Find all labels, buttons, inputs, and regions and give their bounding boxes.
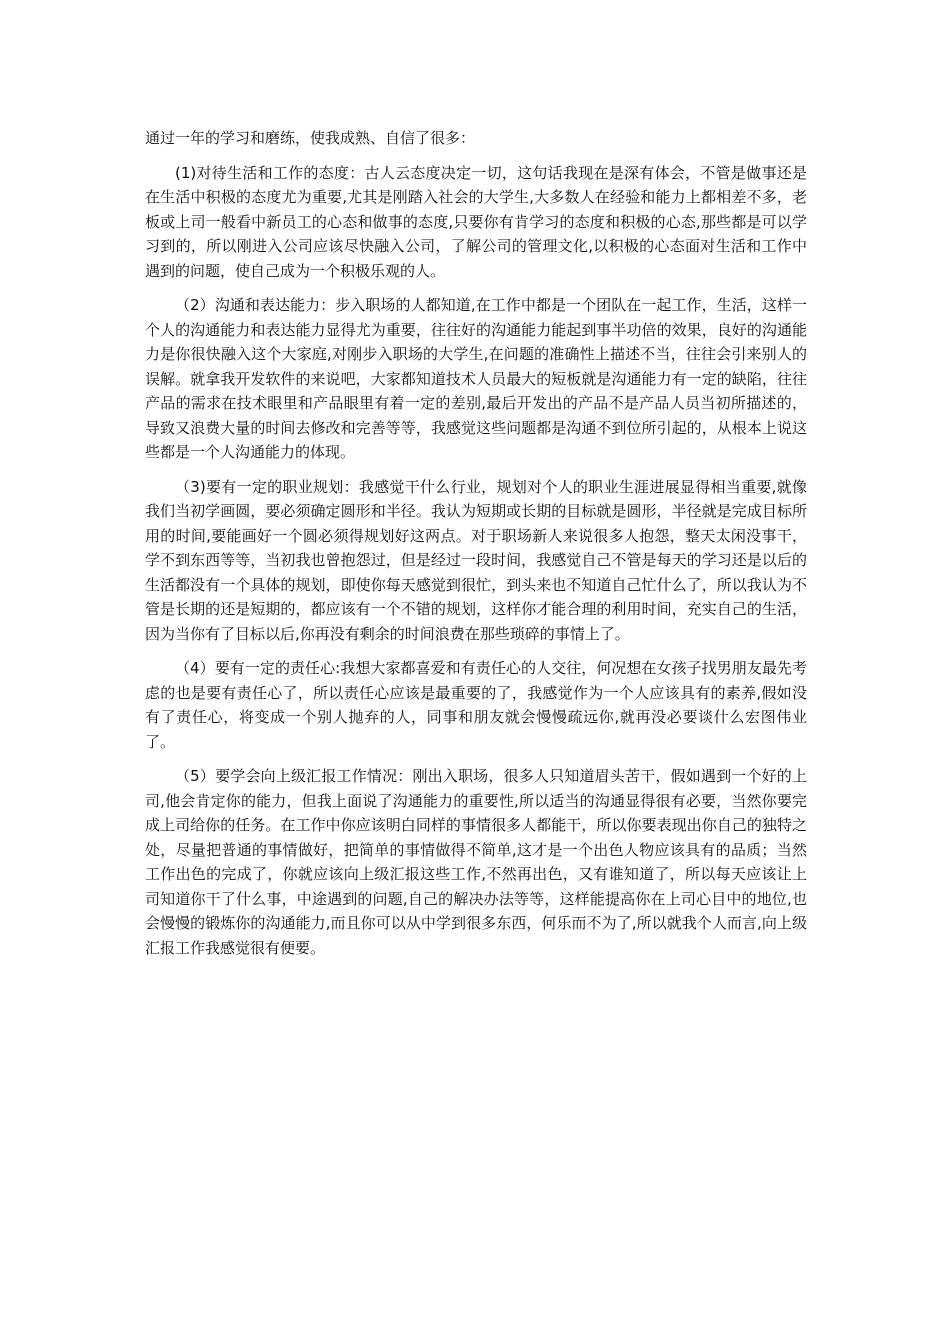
paragraph-career-planning: （3)要有一定的职业规划：我感觉干什么行业，规划对个人的职业生涯进展显得相当重要,就像我们当初学画圆，要必须确定圆形和半径。我认为短期或长期的目标就是圆形，半径就是完成目标所用的时间,要能画好一个圆必须得规划好这两点。对于职场新人来说很多人抱怨，整天太闲没事干，学不到东西等等，当初我也曾抱怨过，但是经过一段时间，我感觉自己不管是每天的学习还是以后的生活都没有一个具体的规划，即使你每天感觉到很忙，到头来也不知道自己忙什么了，所以我认为不管是长期的还是短期的，都应该有一个不错的规划，这样你才能合理的利用时间，充实自己的生活，因为当你有了目标以后,你再没有剩余的时间浪费在那些琐碎的事情上了。	[145, 477, 807, 643]
paragraph-responsibility: （4）要有一定的责任心:我想大家都喜爱和有责任心的人交往，何况想在女孩子找男朋友最先考虑的也是要有责任心了，所以责任心应该是最重要的了，我感觉作为一个人应该具有的素养,假如没有了责任心，将变成一个别人抛弃的人，同事和朋友就会慢慢疏远你,就再没必要谈什么宏图伟业了。	[145, 659, 807, 751]
document-body	[145, 126, 807, 970]
paragraph-reporting: （5）要学会向上级汇报工作情况：刚出入职场，很多人只知道眉头苦干，假如遇到一个好的上司,他会肯定你的能力，但我上面说了沟通能力的重要性,所以适当的沟通显得很有必要，当然你要完成上司给你的任务。在工作中你应该明白同样的事情很多人都能干，所以你要表现出你自己的独特之处，尽量把普通的事情做好，把简单的事情做得不简单,这才是一个出色人物应该具有的品质；当然工作出色的完成了，你就应该向上级汇报这些工作,不然再出色，又有谁知道了，所以每天应该让上司知道你干了什么事，中途遇到的问题,自己的解决办法等等，这样能提高你在上司心目中的地位,也会慢慢的锻炼你的沟通能力,而且你可以从中学到很多东西，何乐而不为了,所以就我个人而言,向上级汇报工作我感觉很有便要。	[145, 767, 807, 957]
intro-line: 通过一年的学习和磨练，使我成熟、自信了很多：	[145, 129, 476, 147]
paragraph-communication: （2）沟通和表达能力：步入职场的人都知道,在工作中都是一个团队在一起工作，生活，这样一个人的沟通能力和表达能力显得尤为重要，往往好的沟通能力能起到事半功倍的效果，良好的沟通能力是你很快融入这个大家庭,对刚步入职场的大学生,在问题的准确性上描述不当，往往会引来别人的误解。就拿我开发软件的来说吧，大家都知道技术人员最大的短板就是沟通能力有一定的缺陷，往往产品的需求在技术眼里和产品眼里有着一定的差别,最后开发出的产品不是产品人员当初所描述的，导致又浪费大量的时间去修改和完善等等，我感觉这些问题都是沟通不到位所引起的，从根本上说这些都是一个人沟通能力的体现。	[145, 296, 807, 461]
paragraph-attitude: (1)对待生活和工作的态度：古人云态度决定一切，这句话我现在是深有体会，不管是做事还是在生活中积极的态度尤为重要,尤其是刚踏入社会的大学生,大多数人在经验和能力上都相差不多，老板或上司一般看中新员工的心态和做事的态度,只要你有肯学习的态度和积极的心态,那些都是可以学习到的，所以刚进入公司应该尽快融入公司，了解公司的管理文化,以积极的心态面对生活和工作中遇到的问题，使自己成为一个积极乐观的人。	[145, 163, 807, 280]
